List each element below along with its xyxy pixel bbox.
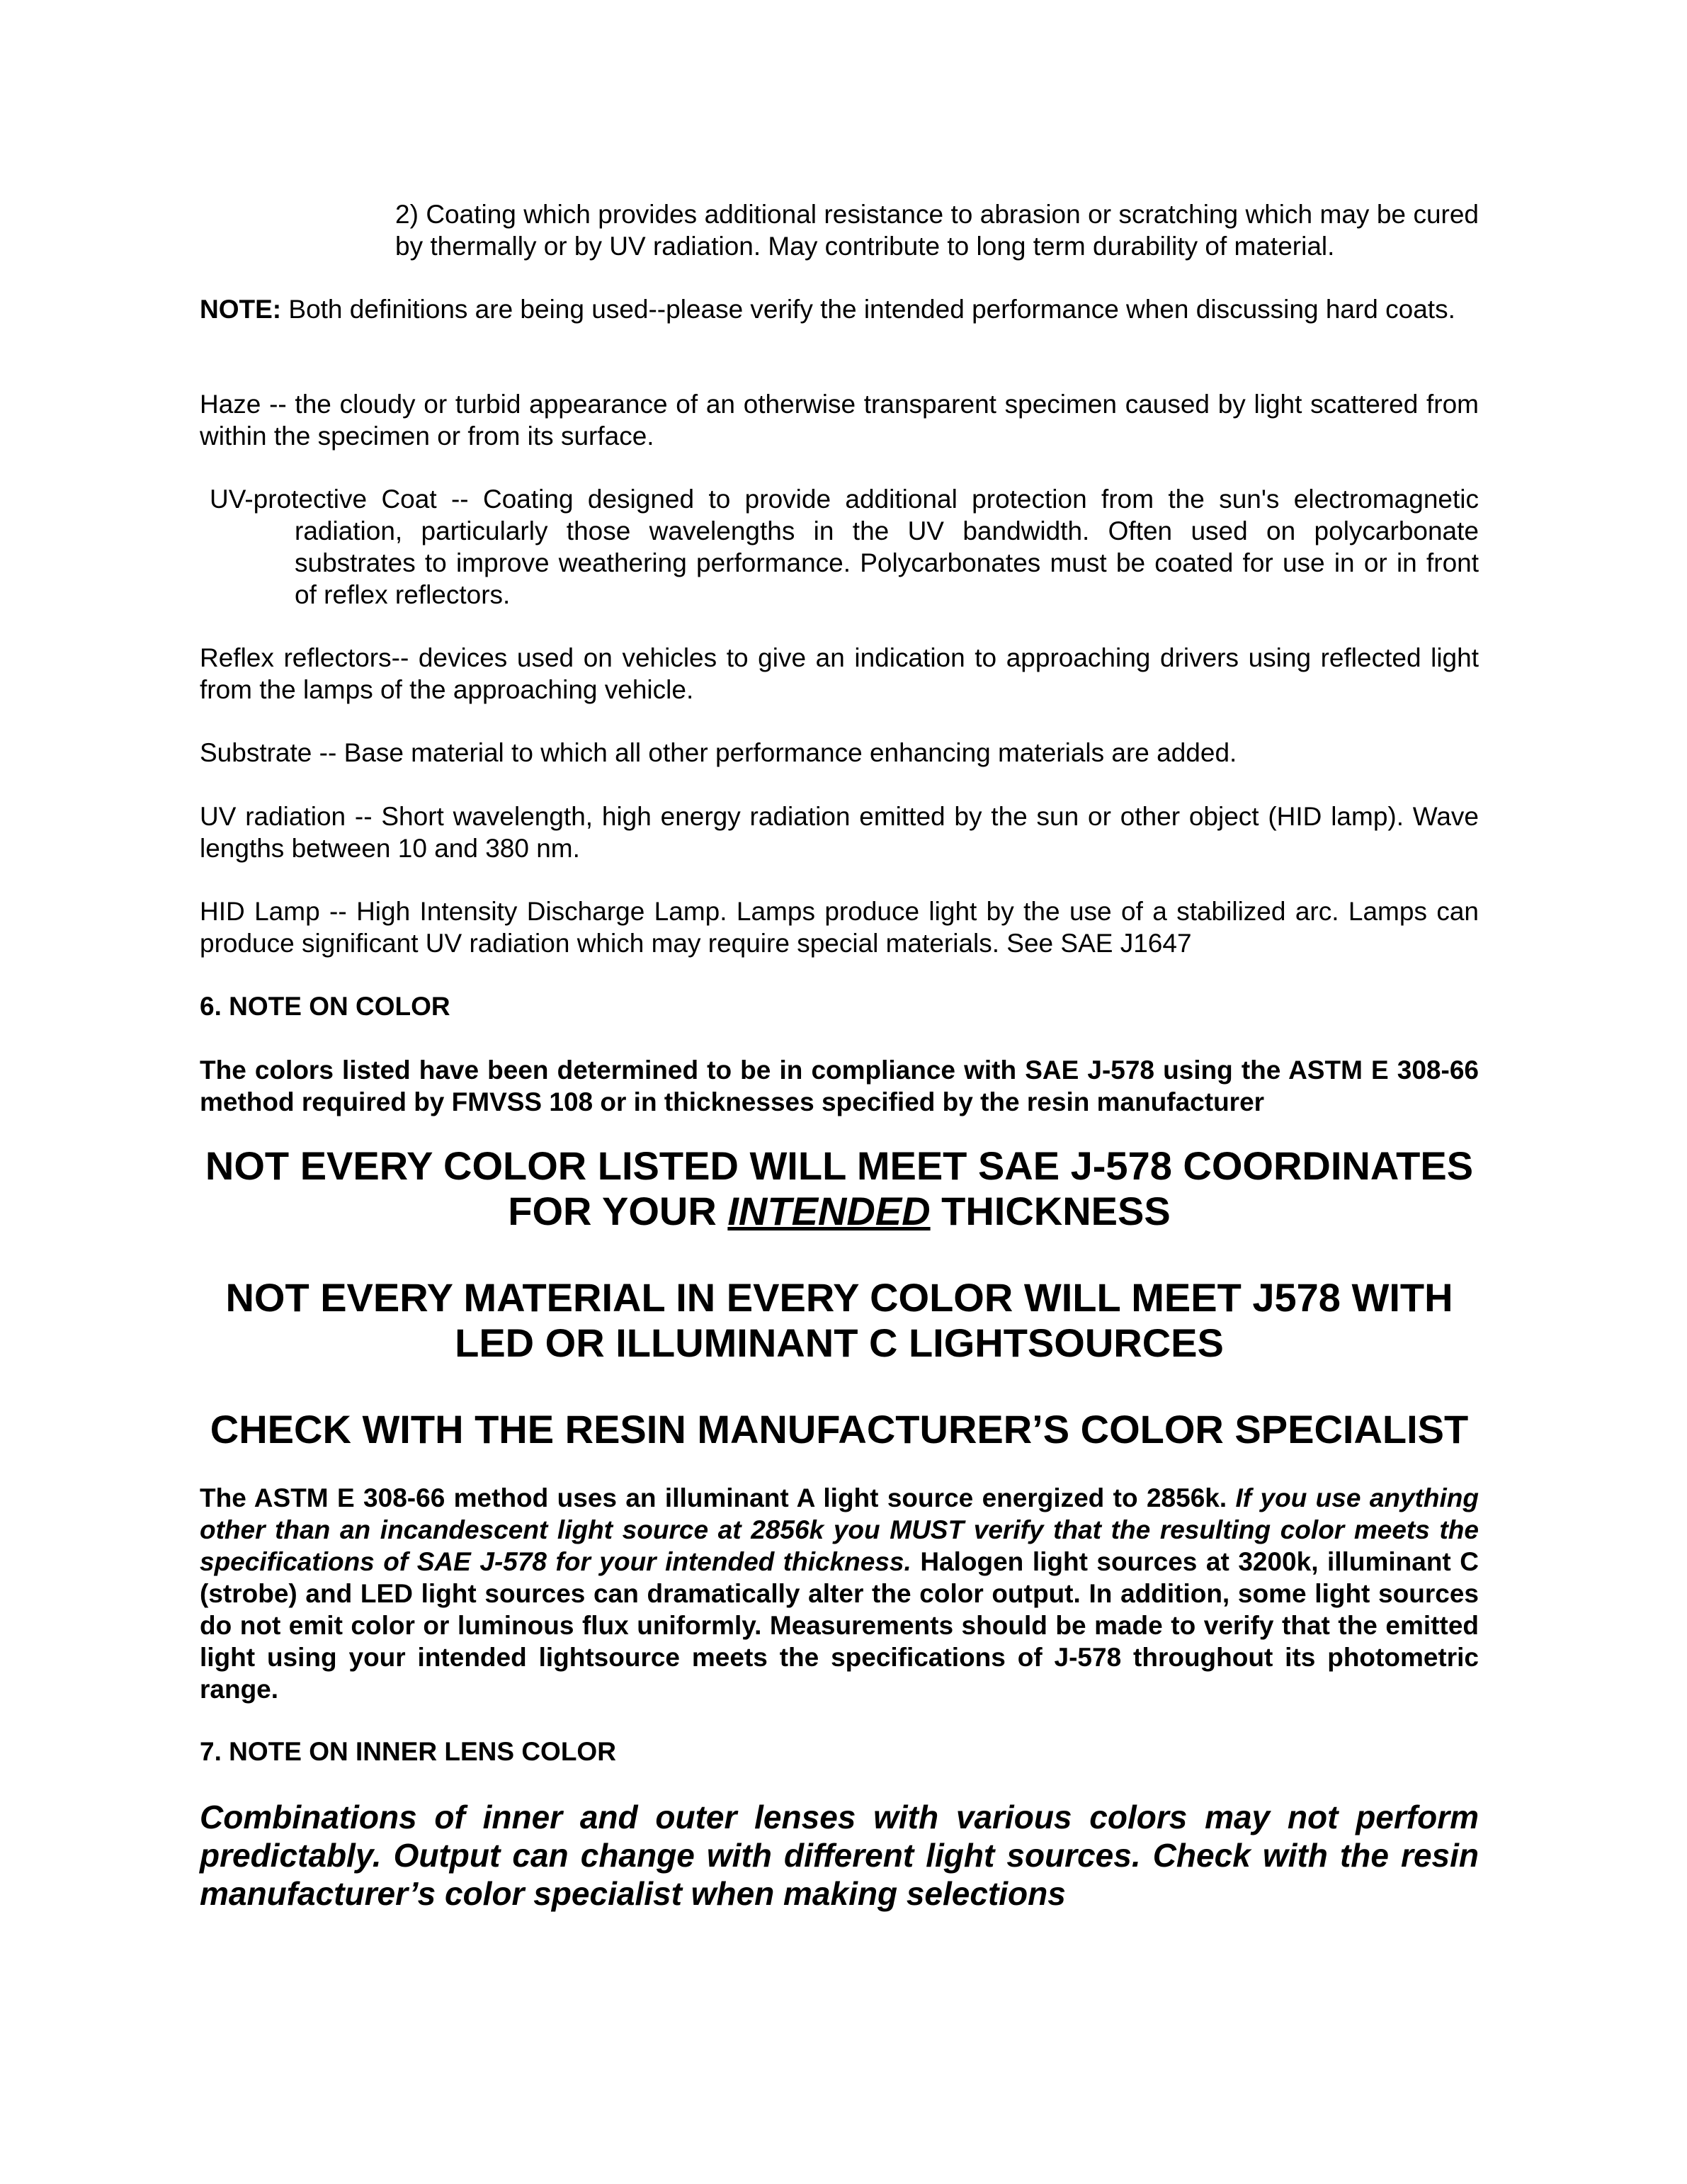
hid-lamp-definition: HID Lamp -- High Intensity Discharge Lamp. Lamps produce light by the use of a stabilized arc. Lamps can produce significant UV radiation which may require special materials. See SAE J1647 [200,897,1479,958]
section-7-heading: 7. NOTE ON INNER LENS COLOR [200,1737,616,1766]
warning-line-2-c: THICKNESS [930,1189,1171,1233]
note-text: Both definitions are being used--please verify the intended performance when discussing hard coats. [281,295,1455,324]
warning-material-line-2: LED OR ILLUMINANT C LIGHTSOURCES [455,1320,1224,1365]
warning-line-2-a: FOR YOUR [508,1189,728,1233]
astm-italic-warning: If you use anything other than an incandescent light source at 2856k you MUST verify that the resulting color meets the specifications of SAE J-578 for your intended thickness. [200,1483,1479,1576]
warning-line-2 [200,1189,1479,1234]
warning-check-specialist: CHECK WITH THE RESIN MANUFACTURER’S COLOR SPECIALIST [210,1407,1469,1452]
color-compliance-intro: The colors listed have been determined to be in compliance with SAE J-578 using the ASTM E 308-66 method required by FMVSS 108 or in thicknesses specified by the resin manufacturer [200,1056,1479,1116]
warning-material-lightsource [200,1275,1479,1366]
reflex-reflectors-definition: Reflex reflectors-- devices used on vehicles to give an indication to approaching drivers using reflected light from the lamps of the approaching vehicle. [200,643,1479,704]
astm-text-b: Halogen light sources at 3200k, illuminant C (strobe) and LED light sources can dramatically alter the color output. In addition, some light sources do not emit color or luminous flux uniformly. Measurements should be made to verify that the emitted light using your intended lightsource meets the specifications of J-578 throughout its photometric range. [200,1547,1479,1704]
warning-line-1: NOT EVERY COLOR LISTED WILL MEET SAE J-578 COORDINATES [205,1143,1474,1188]
note-label: NOTE: [200,295,282,324]
uv-radiation-definition: UV radiation -- Short wavelength, high energy radiation emitted by the sun or other object (HID lamp). Wave lengths between 10 and 380 nm. [200,802,1479,863]
astm-method-paragraph [200,1482,1479,1705]
intended-emphasis: INTENDED [727,1189,931,1233]
inner-lens-warning: Combinations of inner and outer lenses with various colors may not perform predictably. Output can change with different light sources. Check with the resin manufacturer’s color specialist when making selections [200,1799,1479,1912]
warning-material-line-1: NOT EVERY MATERIAL IN EVERY COLOR WILL MEET J578 WITH [225,1275,1453,1320]
warning-color-thickness [200,1143,1479,1234]
substrate-definition: Substrate -- Base material to which all other performance enhancing materials are added. [200,738,1237,767]
astm-text-a: The ASTM E 308-66 method uses an illuminant A light source energized to 2856k. [200,1483,1236,1512]
section-6-heading: 6. NOTE ON COLOR [200,992,450,1021]
note-paragraph [200,293,1479,325]
uv-protective-coat-definition: UV-protective Coat -- Coating designed to provide additional protection from the sun's electromagnetic radiation, particularly those wavelengths in the UV bandwidth. Often used on polycarbonate substrates to improve weathering performance. Polycarbonates must be coated for use in or in front of reflex reflectors. [210,485,1479,609]
haze-definition: Haze -- the cloudy or turbid appearance of an otherwise transparent specimen caused by light scattered from within the specimen or from its surface. [200,390,1479,451]
coating-definition-2: 2) Coating which provides additional resistance to abrasion or scratching which may be cured by thermally or by UV radiation. May contribute to long term durability of material. [395,200,1479,261]
